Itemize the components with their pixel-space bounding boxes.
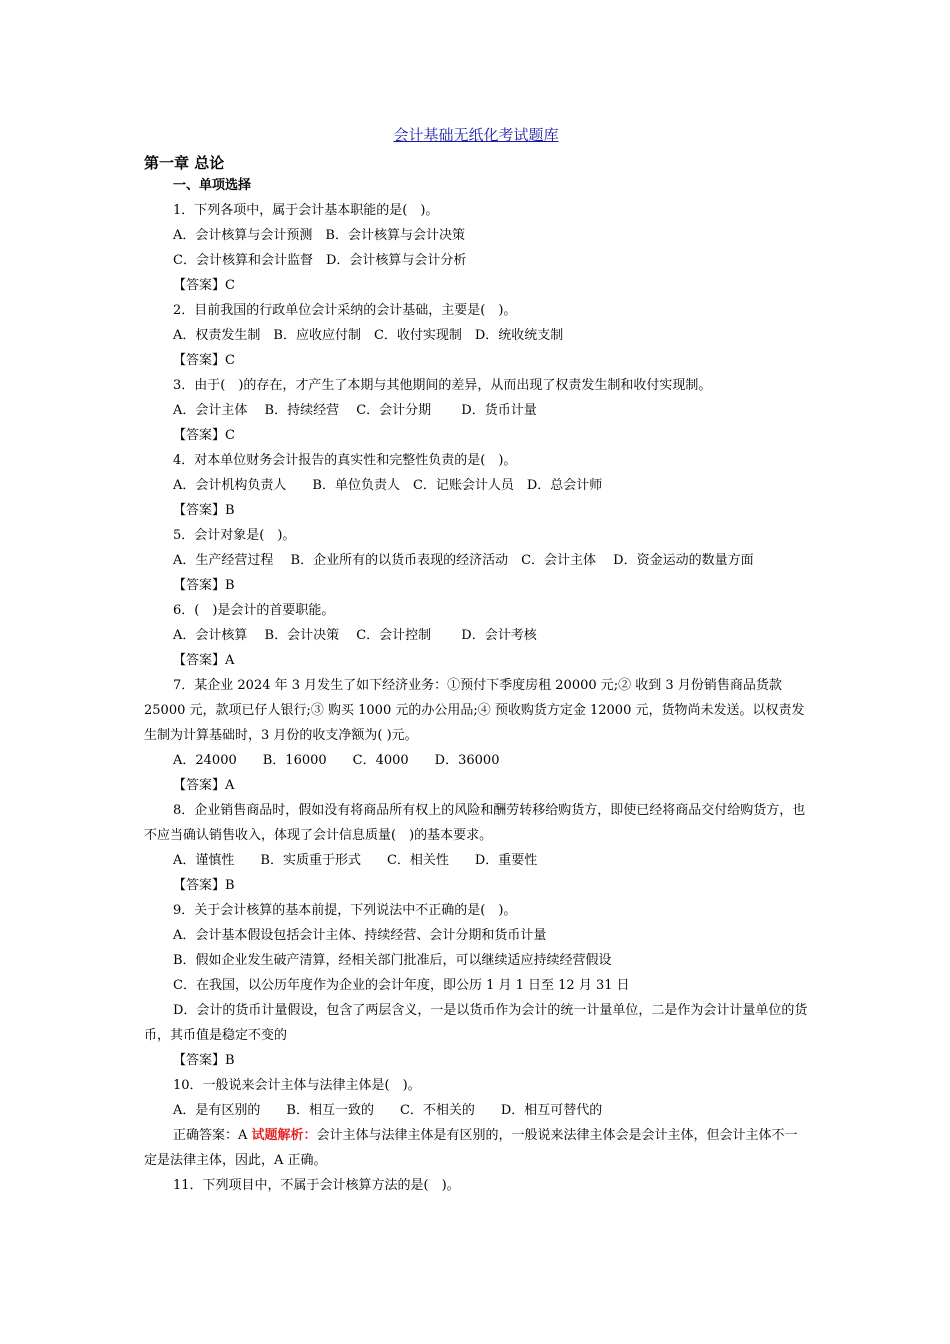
question-line: A．生产经营过程 B．企业所有的以货币表现的经济活动 C．会计主体 D．资金运动的数量方面 bbox=[173, 553, 754, 568]
answer-line: 【答案】B bbox=[173, 503, 235, 518]
question-line: 3．由于( )的存在，才产生了本期与其他期间的差异，从而出现了权责发生制和收付实现制。 bbox=[173, 378, 712, 393]
question-line: A．会计核算 B．会计决策 C．会计控制 D．会计考核 bbox=[173, 628, 537, 643]
document-title[interactable]: 会计基础无纸化考试题库 bbox=[393, 126, 559, 144]
question-line: A．会计主体 B．持续经营 C．会计分期 D．货币计量 bbox=[173, 403, 537, 418]
analysis-text: 会计主体与法律主体是有区别的，一般说来法律主体会是会计主体，但会计主体不一定是法律主体，因此，A 正确。 bbox=[144, 1128, 798, 1168]
answer-line: 【答案】B bbox=[173, 578, 235, 593]
question-line: A．会计基本假设包括会计主体、持续经营、会计分期和货币计量 bbox=[173, 928, 547, 943]
question-line: A．谨慎性 B．实质重于形式 C．相关性 D．重要性 bbox=[173, 853, 538, 868]
question-line: B．假如企业发生破产清算，经相关部门批准后，可以继续适应持续经营假设 bbox=[173, 953, 612, 968]
question-line: A．会计机构负责人 B．单位负责人 C．记账会计人员 D．总会计师 bbox=[173, 478, 603, 493]
question-line: A．是有区别的 B．相互一致的 C．不相关的 D．相互可替代的 bbox=[173, 1103, 603, 1118]
question-line: A．24000 B．16000 C．4000 D．36000 bbox=[173, 753, 500, 768]
answer-line: 【答案】B bbox=[173, 878, 235, 893]
question-line: C．会计核算和会计监督 D．会计核算与会计分析 bbox=[173, 253, 467, 268]
question-line: 6．( )是会计的首要职能。 bbox=[173, 603, 335, 618]
answer-line: 【答案】B bbox=[173, 1053, 235, 1068]
answer-line: 【答案】C bbox=[173, 353, 235, 368]
question-line: 5．会计对象是( )。 bbox=[173, 528, 296, 543]
answer-line: 【答案】C bbox=[173, 278, 235, 293]
chapter-heading: 第一章 总论 bbox=[144, 154, 225, 172]
question-line: 10．一般说来会计主体与法律主体是( )。 bbox=[173, 1078, 421, 1093]
question-line: 8．企业销售商品时，假如没有将商品所有权上的风险和酬劳转移给购货方，即使已经将商品交付给购货方，也不应当确认销售收入，体现了会计信息质量( )的基本要求。 bbox=[144, 803, 806, 843]
analysis-label: 试题解析： bbox=[251, 1128, 317, 1143]
question-line: A．权责发生制 B．应收应付制 C．收付实现制 D．统收统支制 bbox=[173, 328, 564, 343]
question-line: C．在我国，以公历年度作为企业的会计年度，即公历 1 月 1 日至 12 月 31 日 bbox=[173, 978, 630, 993]
answer-line: 【答案】A bbox=[173, 778, 235, 793]
document-page bbox=[144, 124, 808, 1198]
question-line: 9．关于会计核算的基本前提，下列说法中不正确的是( )。 bbox=[173, 903, 517, 918]
question-line: 1．下列各项中，属于会计基本职能的是( )。 bbox=[173, 203, 439, 218]
answer-line: 【答案】A bbox=[173, 653, 235, 668]
answer-line: 【答案】C bbox=[173, 428, 235, 443]
question-line: 2．目前我国的行政单位会计采纳的会计基础，主要是( )。 bbox=[173, 303, 517, 318]
question-list bbox=[144, 198, 808, 1123]
q10-answer-analysis bbox=[144, 1123, 808, 1173]
question-line: 7．某企业 2024 年 3 月发生了如下经济业务：①预付下季度房租 20000 元;② 收到 3 月份销售商品货款 25000 元，款项已仔人银行;③ 购买 1000 元的办公用品;④ 预收购货方定金 12000 元，货物尚未发送。以权责发生制为计算基础时，3 月份的收支净额为( )元。 bbox=[144, 678, 805, 743]
answer-prefix: 正确答案：A bbox=[173, 1128, 252, 1143]
question-11: 11．下列项目中，不属于会计核算方法的是( )。 bbox=[173, 1178, 460, 1193]
section-heading: 一、单项选择 bbox=[173, 178, 252, 193]
question-line: D．会计的货币计量假设，包含了两层含义，一是以货币作为会计的统一计量单位，二是作为会计计量单位的货币，其币值是稳定不变的 bbox=[144, 1003, 808, 1043]
question-line: A．会计核算与会计预测 B．会计核算与会计决策 bbox=[173, 228, 465, 243]
question-line: 4．对本单位财务会计报告的真实性和完整性负责的是( )。 bbox=[173, 453, 517, 468]
